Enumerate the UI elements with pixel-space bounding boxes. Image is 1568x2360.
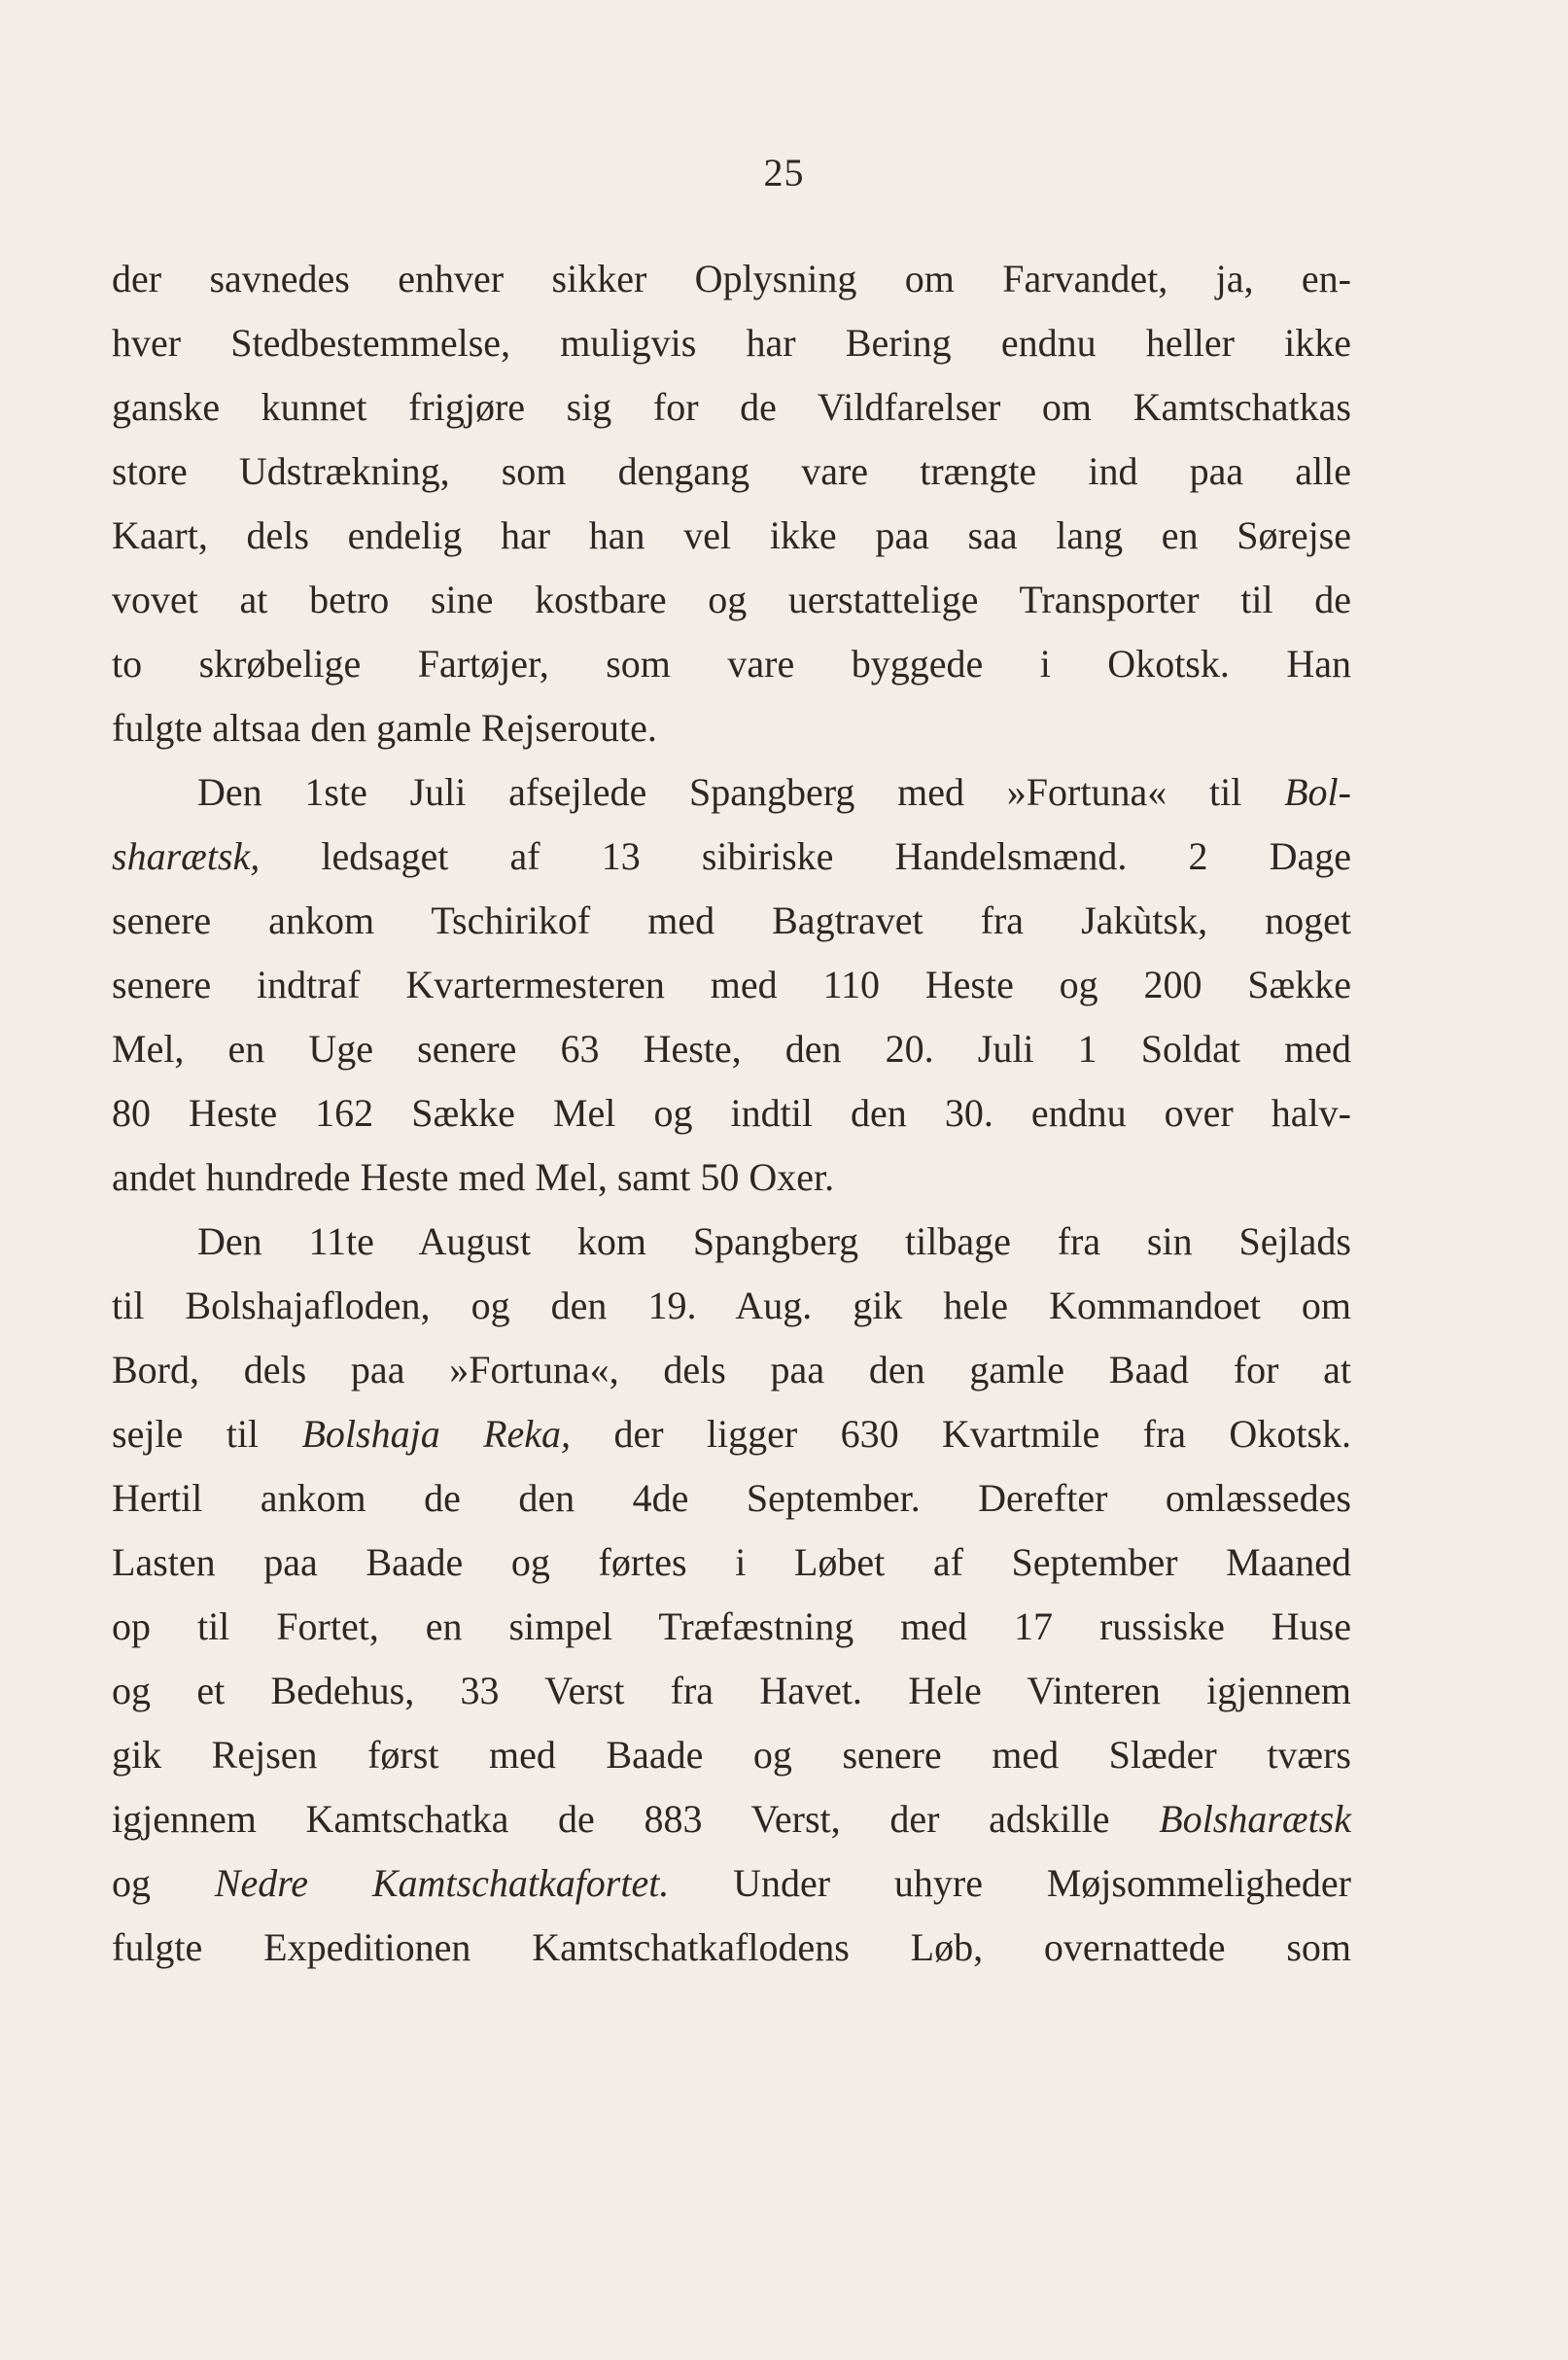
text-line: [112, 1274, 1351, 1338]
text-segment: op til Fortet, en simpel Træfæstning med 17 russiske Huse: [112, 1604, 1351, 1648]
text-line: [112, 1402, 1351, 1466]
text-segment: til Bolshajafloden, og den 19. Aug. gik hele Kommandoet om: [112, 1284, 1351, 1327]
text-segment: ganske kunnet frigjøre sig for de Vildfarelser om Kamtschatkas: [112, 385, 1351, 429]
text-line: [112, 825, 1351, 889]
text-segment: Den 1ste Juli afsejlede Spangberg med »Fortuna« til: [197, 770, 1285, 814]
text-line: [112, 632, 1351, 696]
text-line: [112, 1017, 1351, 1081]
text-line: [112, 1338, 1351, 1402]
text-segment: og: [112, 1861, 215, 1905]
italic-place-name: Nedre Kamtschatkafortet.: [214, 1861, 670, 1905]
text-segment: Hertil ankom de den 4de September. Derefter omlæssedes: [112, 1476, 1351, 1520]
text-segment: Kaart, dels endelig har han vel ikke paa saa lang en Sørejse: [112, 513, 1351, 557]
text-segment: der savnedes enhver sikker Oplysning om Farvandet, ja, en-: [112, 257, 1351, 300]
text-line: [112, 1531, 1351, 1595]
text-line: [112, 889, 1351, 953]
page-number: 25: [763, 151, 805, 194]
text-segment: senere ankom Tschirikof med Bagtravet fra Jakùtsk, noget: [112, 898, 1351, 942]
paragraph-first-line: [112, 1210, 1351, 1274]
text-segment: andet hundrede Heste med Mel, samt 50 Oxer.: [112, 1155, 835, 1199]
text-segment: sejle til: [112, 1412, 302, 1456]
text-segment: Bord, dels paa »Fortuna«, dels paa den gamle Baad for at: [112, 1348, 1351, 1391]
italic-place-name: Bol-: [1284, 770, 1351, 814]
body-text: [112, 247, 1351, 1980]
text-line: [112, 504, 1351, 568]
paragraph-first-line: [112, 760, 1351, 825]
text-line: [112, 568, 1351, 632]
text-line: [112, 1466, 1351, 1531]
text-segment: Under uhyre Møjsommeligheder: [669, 1861, 1352, 1905]
text-segment: Den 11te August kom Spangberg tilbage fra sin Sejlads: [197, 1219, 1351, 1263]
text-segment: fulgte altsaa den gamle Rejseroute.: [112, 706, 657, 750]
text-line: [112, 696, 1351, 760]
text-segment: Mel, en Uge senere 63 Heste, den 20. Juli 1 Soldat med: [112, 1027, 1351, 1071]
italic-place-name: sharætsk,: [112, 834, 261, 878]
text-line: [112, 1595, 1351, 1659]
text-segment: vovet at betro sine kostbare og uerstattelige Transporter til de: [112, 578, 1351, 621]
text-segment: hver Stedbestemmelse, muligvis har Bering endnu heller ikke: [112, 321, 1351, 365]
text-line: [112, 375, 1351, 440]
text-segment: fulgte Expeditionen Kamtschatkaflodens Løb, overnattede som: [112, 1925, 1351, 1969]
text-segment: to skrøbelige Fartøjer, som vare byggede i Okotsk. Han: [112, 642, 1351, 686]
italic-place-name: Bolshaja Reka,: [301, 1412, 572, 1456]
text-line: [112, 440, 1351, 504]
text-line: [112, 1851, 1351, 1916]
text-line: [112, 1081, 1351, 1145]
text-segment: igjennem Kamtschatka de 883 Verst, der adskille: [112, 1797, 1160, 1841]
text-segment: og et Bedehus, 33 Verst fra Havet. Hele Vinteren igjennem: [112, 1669, 1351, 1712]
text-segment: der ligger 630 Kvartmile fra Okotsk.: [571, 1412, 1351, 1456]
text-segment: 80 Heste 162 Sække Mel og indtil den 30. endnu over halv-: [112, 1091, 1351, 1135]
text-line: [112, 1916, 1351, 1980]
text-segment: ledsaget af 13 sibiriske Handelsmænd. 2 Dage: [260, 834, 1351, 878]
text-line: [112, 1145, 1351, 1210]
text-line: [112, 1787, 1351, 1851]
text-line: [112, 953, 1351, 1017]
text-segment: Lasten paa Baade og førtes i Løbet af September Maaned: [112, 1540, 1351, 1584]
text-line: [112, 1723, 1351, 1787]
text-segment: gik Rejsen først med Baade og senere med Slæder tværs: [112, 1733, 1351, 1777]
text-segment: senere indtraf Kvartermesteren med 110 Heste og 200 Sække: [112, 963, 1351, 1006]
text-line: [112, 247, 1351, 311]
text-line: [112, 1659, 1351, 1723]
italic-place-name: Bolsharætsk: [1159, 1797, 1351, 1841]
text-line: [112, 311, 1351, 375]
text-segment: store Udstrækning, som dengang vare trængte ind paa alle: [112, 449, 1351, 493]
